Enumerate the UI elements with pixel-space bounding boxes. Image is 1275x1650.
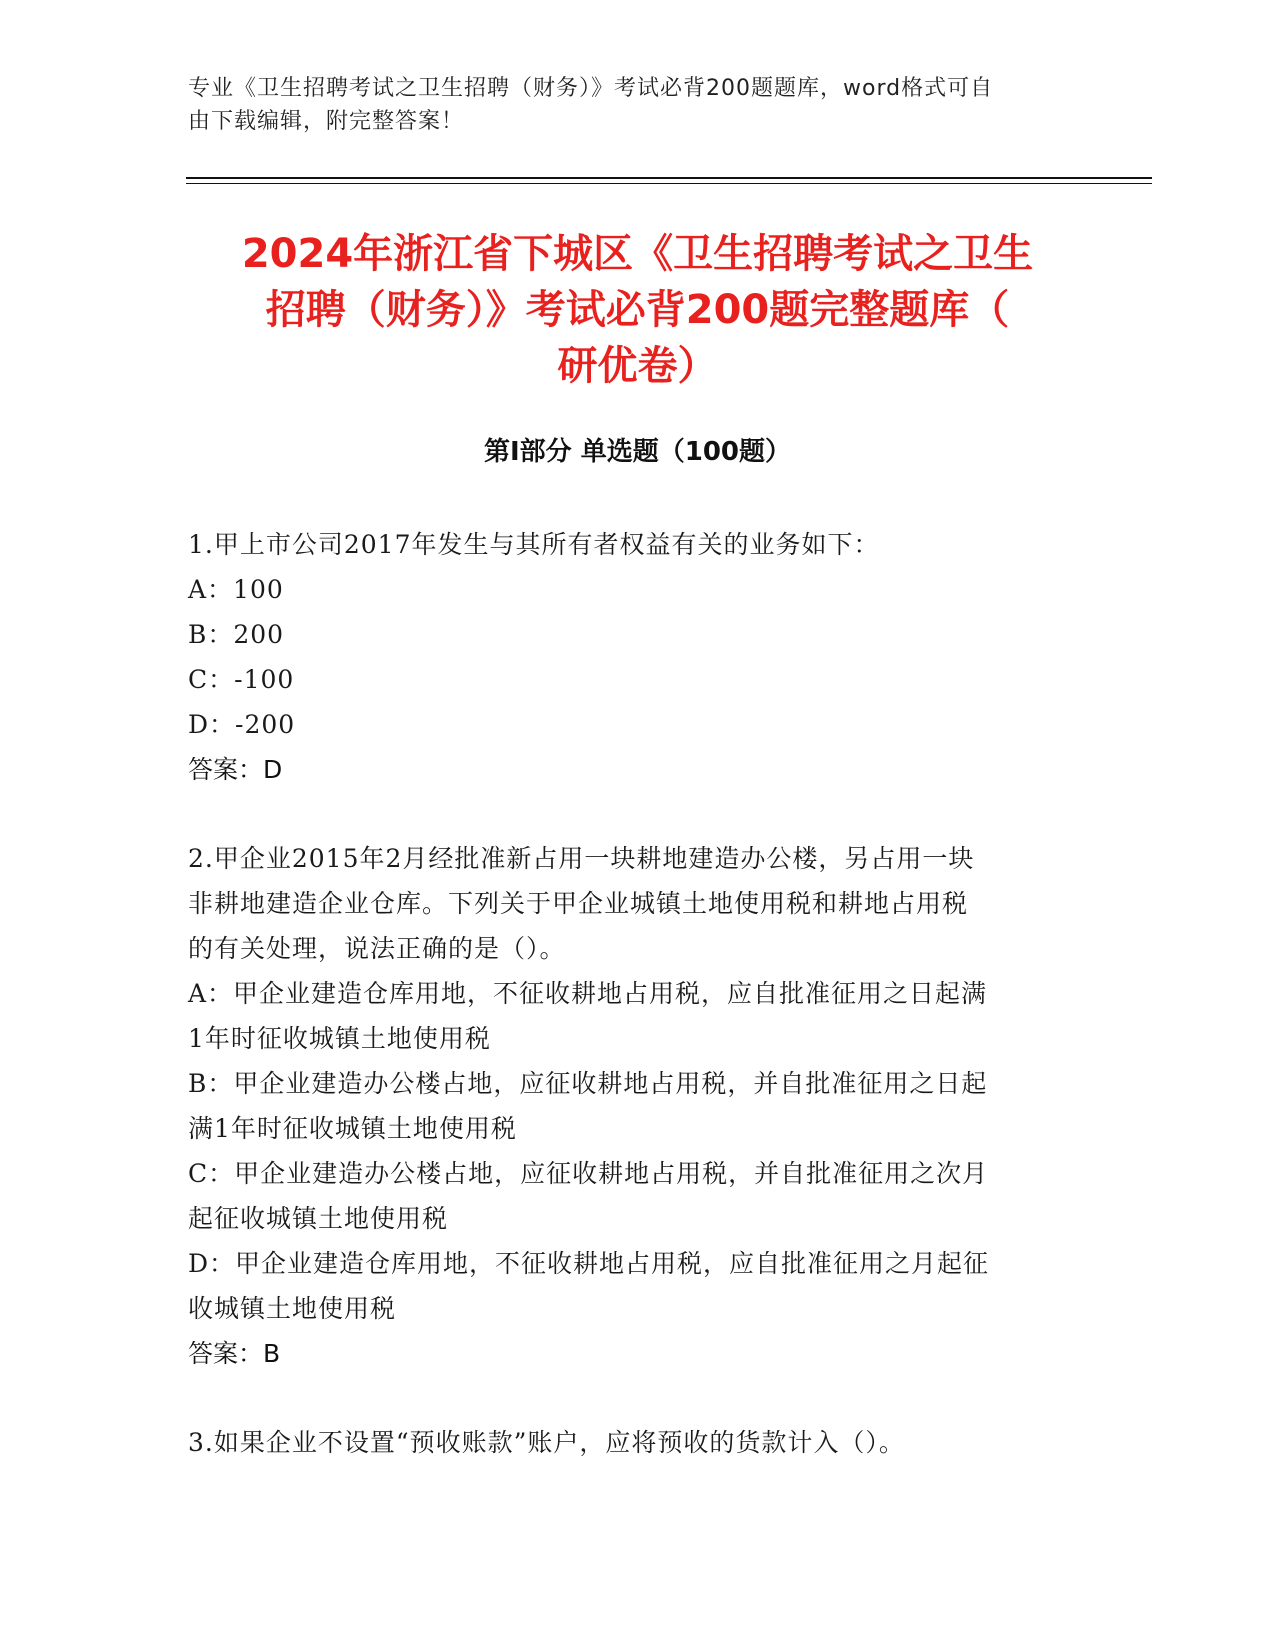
option-d: D：-200 <box>188 710 296 739</box>
option-a: A：100 <box>188 575 284 604</box>
option-a: A：甲企业建造仓库用地，不征收耕地占用税，应自批准征用之日起满 <box>188 979 988 1008</box>
option-d-continued: 收城镇土地使用税 <box>188 1294 397 1323</box>
option-b: B：甲企业建造办公楼占地，应征收耕地占用税，并自批准征用之日起 <box>188 1069 988 1098</box>
question-stem: 非耕地建造企业仓库。下列关于甲企业城镇土地使用税和耕地占用税 <box>188 889 969 918</box>
question-1 <box>188 522 1068 792</box>
header-note <box>188 72 1068 138</box>
option-c-continued: 起征收城镇土地使用税 <box>188 1204 449 1233</box>
option-d: D：甲企业建造仓库用地，不征收耕地占用税，应自批准征用之月起征 <box>188 1249 990 1278</box>
header-note-line: 由下载编辑，附完整答案！ <box>188 109 465 134</box>
answer-label: 答案：B <box>188 1339 281 1368</box>
option-b: B：200 <box>188 620 285 649</box>
document-title <box>150 226 1125 394</box>
question-3 <box>188 1420 1068 1465</box>
document-title-line: 2024年浙江省下城区《卫生招聘考试之卫生 <box>241 231 1034 277</box>
document-title-line: 招聘（财务）》考试必背200题完整题库（ <box>265 287 1010 333</box>
section-title: 第Ⅰ部分 单选题（100题） <box>484 437 791 467</box>
question-stem: 3.如果企业不设置“预收账款”账户，应将预收的货款计入（）。 <box>188 1428 905 1457</box>
question-2 <box>188 836 1068 1376</box>
option-a-continued: 1年时征收城镇土地使用税 <box>188 1024 491 1053</box>
option-c: C：-100 <box>188 665 295 694</box>
question-stem: 的有关处理，说法正确的是（）。 <box>188 934 566 963</box>
header-divider-thin <box>186 183 1152 184</box>
question-spacer <box>188 1376 1068 1420</box>
option-b-continued: 满1年时征收城镇土地使用税 <box>188 1114 517 1143</box>
question-spacer <box>188 792 1068 836</box>
answer-label: 答案：D <box>188 755 283 784</box>
header-note-line: 专业《卫生招聘考试之卫生招聘（财务）》考试必背200题题库，word格式可自 <box>188 76 994 101</box>
question-stem: 1.甲上市公司2017年发生与其所有者权益有关的业务如下： <box>188 530 880 559</box>
option-c: C：甲企业建造办公楼占地，应征收耕地占用税，并自批准征用之次月 <box>188 1159 989 1188</box>
document-title-line: 研优卷） <box>557 343 718 389</box>
question-list <box>188 522 1068 1465</box>
header-divider-thick <box>186 177 1152 179</box>
question-stem: 2.甲企业2015年2月经批准新占用一块耕地建造办公楼，另占用一块 <box>188 844 975 873</box>
